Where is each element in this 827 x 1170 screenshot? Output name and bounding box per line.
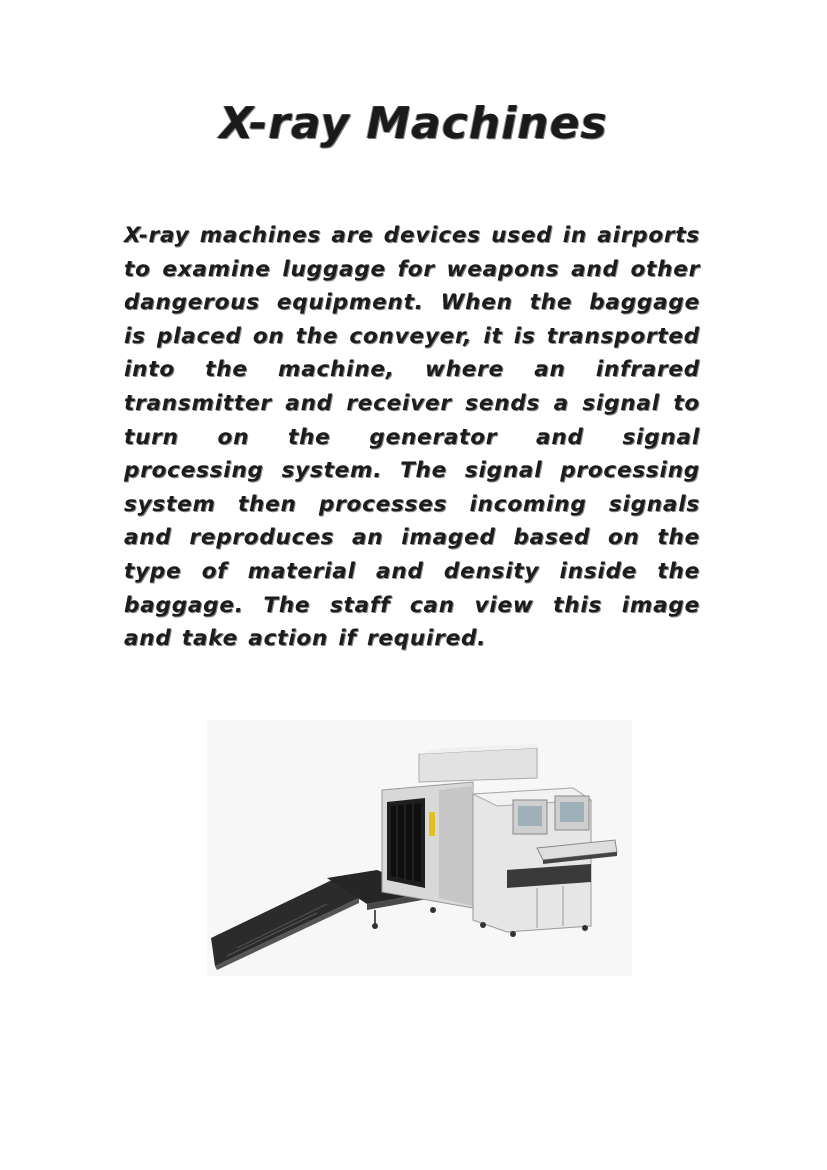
body-paragraph: X-ray machines are devices used in airports to examine luggage for weapons and other dangerous equipment. When the baggage is placed on the conveyer, it is transported into the machine, where an infrared transmitter and receiver sends a signal to turn on the generator and signal processing system. The signal processing system then processes incoming signals and reproduces an imaged based on the type of material and density inside the baggage. The staff can view this image and take action if required. bbox=[124, 223, 700, 652]
page-title: X-ray Machines bbox=[219, 98, 608, 149]
warning-label bbox=[429, 812, 435, 836]
xray-machine-image bbox=[207, 720, 632, 976]
